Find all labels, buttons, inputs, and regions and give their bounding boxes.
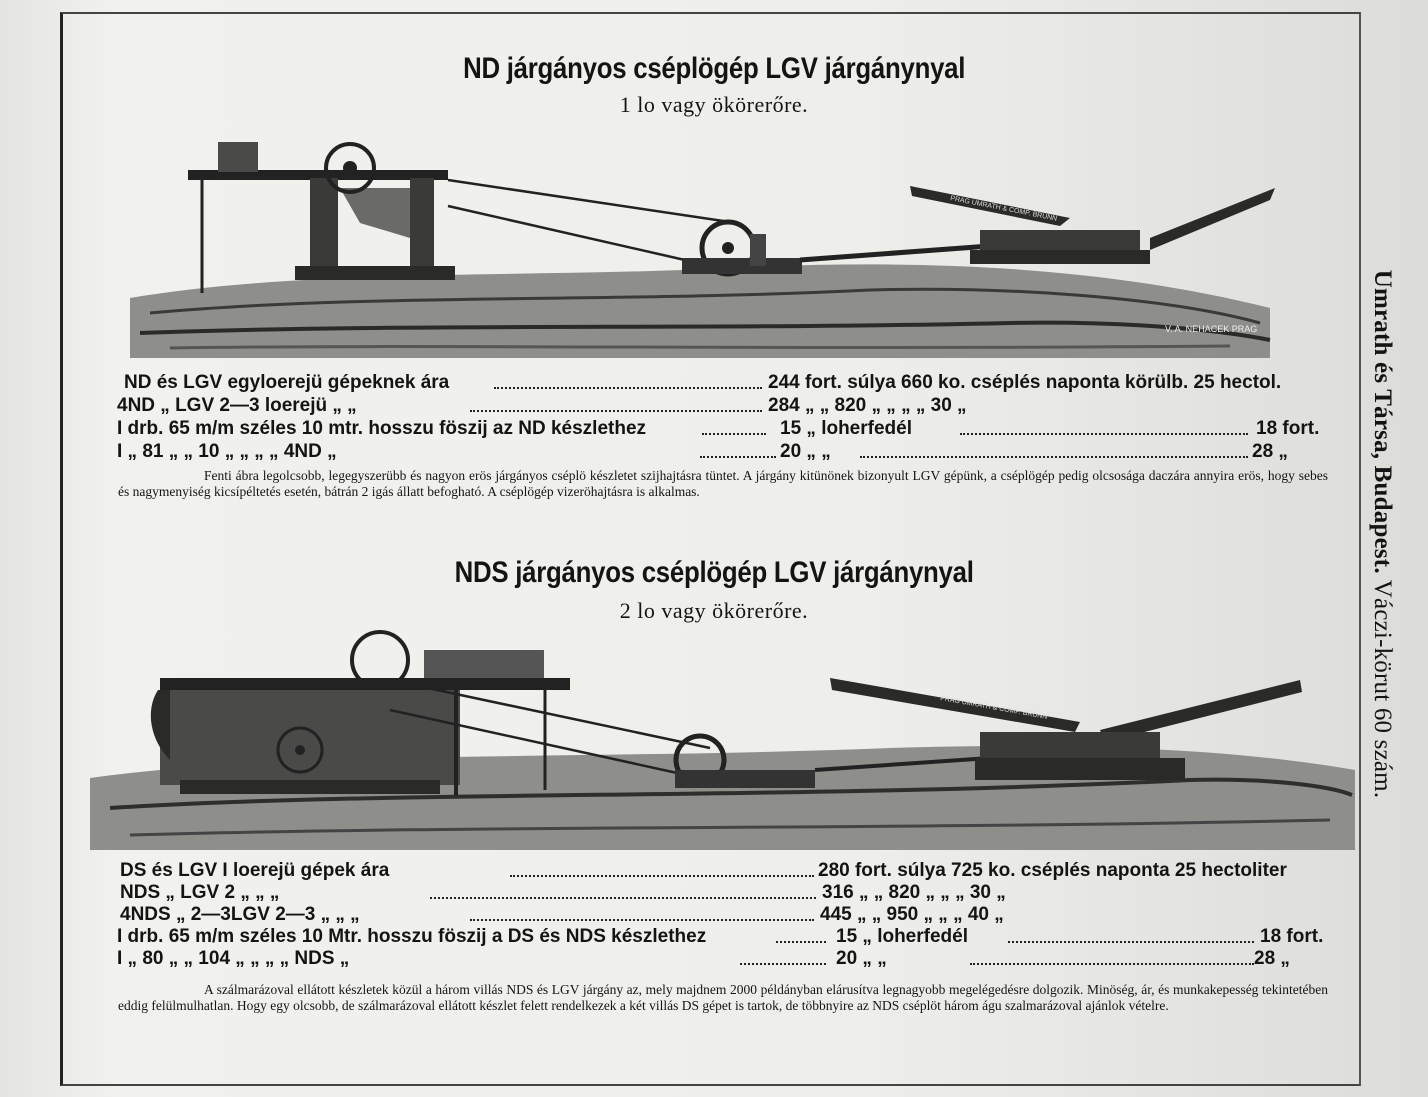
s1-price-row-3: I drb. 65 m/m széles 10 mtr. hosszu föszij az ND készlethez 15 „ loherfedél 18 fort. <box>117 418 1320 439</box>
s1-price-row-2: 4ND „ LGV 2—3 loerejü „ „ 284 „ „ 820 „ „ „ „ 30 „ <box>117 395 967 416</box>
s2-price-row-4: I drb. 65 m/m széles 10 Mtr. hosszu föszij a DS és NDS készlethez 15 „ loherfedél 18 fort. <box>117 926 1324 947</box>
section2-subtitle: 2 lo vagy ökörerőre. <box>619 598 809 623</box>
nd-thresher-illustration <box>110 118 1290 368</box>
horse-gear <box>910 186 1275 264</box>
side-firm: Umrath és Társa, Budapest. <box>1369 269 1396 574</box>
section1-note: Fenti ábra legolcsobb, legegyszerübb és nagyon erös járgányos cséplö készletet szijhajtásra tüntet. A járgány kitünönek bizonyult LGV gépünk, a cséplögép pedig olcsosága daczára annyira erös, hogy sebes és nagymenyiség kicsípéltetés esetén, bátrán 2 igás állatt befogható. A cséplögép vizeröhajtásra is alkalmas. <box>118 468 1328 499</box>
engraver-signature: V. A. NEHACEK PRAG <box>1165 324 1258 334</box>
gear-box <box>682 222 802 274</box>
nd-plate-text: PRAG UMRATH & COMP. BRÜNN <box>949 195 1058 223</box>
thresher-machine <box>188 142 455 293</box>
section1-subtitle: 1 lo vagy ökörerőre. <box>619 92 809 117</box>
s1-price-row-1: ND és LGV egyloerejü gépeknek ára 244 fort. súlya 660 ko. cséplés naponta körülb. 25 hectol. <box>124 372 1282 393</box>
side-address: Váczi-körut 60 szám. <box>1369 579 1396 799</box>
side-imprint <box>1362 214 1402 854</box>
s2-price-row-5: I „ 80 „ „ 104 „ „ „ „ NDS „ 20 „ „ 28 „ <box>117 948 1290 969</box>
s2-price-row-2: NDS „ LGV 2 „ „ „ 316 „ „ 820 „ „ „ 30 „ <box>120 882 1006 903</box>
s1-price-row-4: I „ 81 „ „ 10 „ „ „ „ 4ND „ 20 „ „ 28 „ <box>117 441 1288 462</box>
nds-plate-text: PRAG UMRATH & COMP. BRÜNN <box>939 695 1048 721</box>
section2-note: A szálmarázoval ellátott készletek közül a három villás NDS és LGV járgány az, mely majdnem 2000 példányban elárusítva legnagyobb megelégedésre dolgozik. Minöség, ár, és munkakepesség tekintetében eddig felülmulhatlan. Hogy egy olcsobb, de szálmarázoval ellátott készlet felett rendelkezek a két villás DS gépet is tartok, de többnyire az NDS cséplöt három águ szalmarázoval ajánlok vételre. <box>118 982 1328 1013</box>
section1-title: ND járgányos cséplögép LGV járgánynyal <box>463 52 966 85</box>
s2-price-row-3: 4NDS „ 2—3LGV 2—3 „ „ „ 445 „ „ 950 „ „ „ 40 „ <box>120 904 1004 925</box>
section2-title: NDS járgányos cséplögép LGV járgánynyal <box>454 556 974 589</box>
s2-price-row-1: DS és LGV I loerejü gépek ára 280 fort. súlya 725 ko. cséplés naponta 25 hectoliter <box>120 860 1287 881</box>
nds-thresher-illustration <box>90 630 1360 855</box>
